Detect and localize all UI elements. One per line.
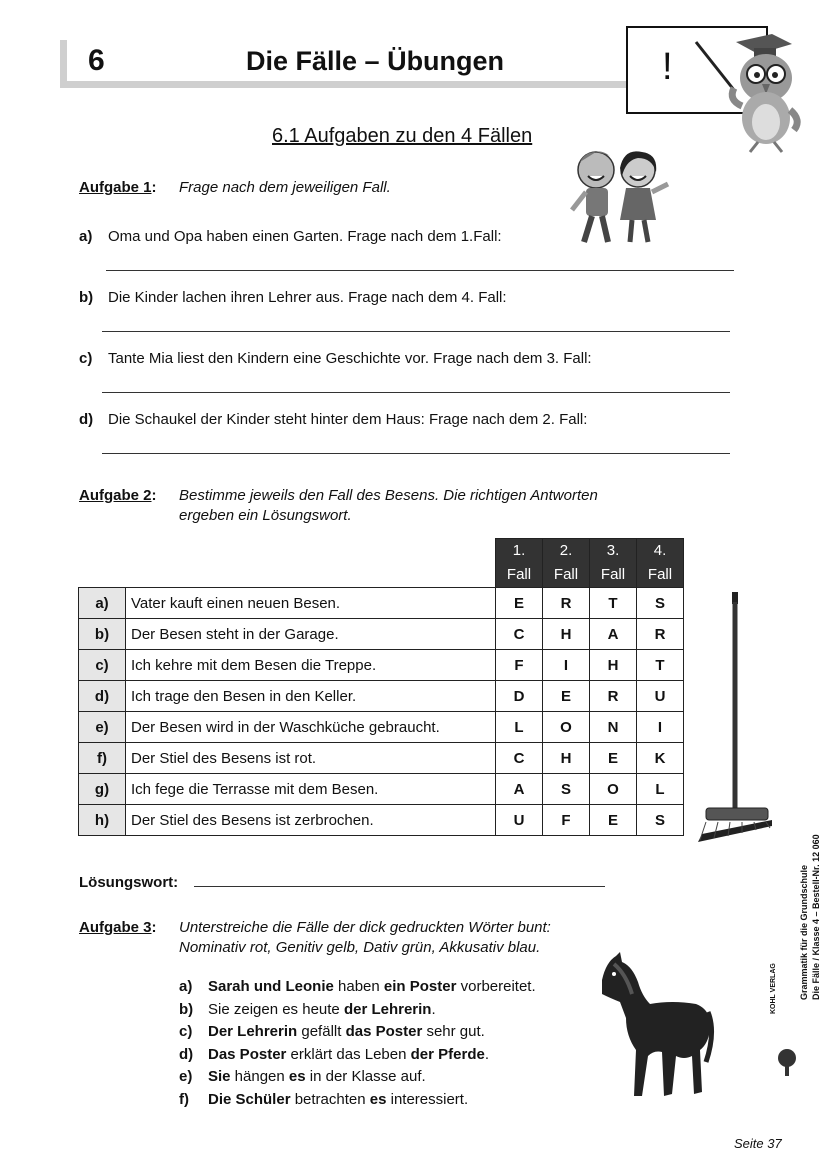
letter-cell[interactable]: F <box>543 805 590 836</box>
header-case-2: 2. Fall <box>543 539 590 588</box>
letter-cell[interactable]: S <box>637 588 684 619</box>
row-letter: e) <box>79 712 126 743</box>
task1-item-letter: a) <box>79 228 93 245</box>
publisher-tree-icon <box>774 1048 800 1078</box>
row-letter: g) <box>79 774 126 805</box>
plain-text: . <box>431 1000 436 1018</box>
letter-cell[interactable]: R <box>543 588 590 619</box>
answer-line[interactable] <box>102 392 730 393</box>
solution-input-line[interactable] <box>194 886 605 887</box>
row-sentence: Ich fege die Terrasse mit dem Besen. <box>126 774 496 805</box>
bold-phrase[interactable]: Das Poster <box>208 1045 287 1063</box>
task2-instruction-line1: Bestimme jeweils den Fall des Besens. Die richtigen Antworten <box>179 487 598 504</box>
task1-heading: Aufgabe 1: <box>79 179 157 196</box>
letter-cell[interactable]: N <box>590 712 637 743</box>
task1-item-letter: d) <box>79 411 94 428</box>
task3-sentence <box>179 1066 536 1089</box>
letter-cell[interactable]: R <box>590 681 637 712</box>
letter-cell[interactable]: A <box>496 774 543 805</box>
task1-item-letter: c) <box>79 350 93 367</box>
row-letter: a) <box>79 588 126 619</box>
task3-sentence-letter: b) <box>179 1000 194 1018</box>
row-sentence: Der Stiel des Besens ist zerbrochen. <box>126 805 496 836</box>
imprint-line1: Grammatik für die Grundschule <box>799 864 809 1000</box>
letter-cell[interactable]: E <box>590 743 637 774</box>
task3-sentence <box>179 1089 536 1112</box>
bold-phrase[interactable]: Sie <box>208 1068 231 1085</box>
task3-heading: Aufgabe 3: <box>79 919 157 936</box>
section-title: 6.1 Aufgaben zu den 4 Fällen <box>272 125 533 147</box>
row-letter: f) <box>79 743 126 774</box>
letter-cell[interactable]: D <box>496 681 543 712</box>
table-row <box>79 712 684 743</box>
letter-cell[interactable]: O <box>590 774 637 805</box>
table-blank-cell <box>126 539 496 588</box>
letter-cell[interactable]: R <box>637 619 684 650</box>
chapter-number: 6 <box>88 44 105 77</box>
plain-text: interessiert. <box>386 1090 469 1108</box>
bold-phrase[interactable]: Sarah und Leonie <box>208 978 334 995</box>
table-row <box>79 774 684 805</box>
answer-line[interactable] <box>102 331 730 332</box>
task3-sentence-list <box>179 976 536 1111</box>
task3-sentence-letter: d) <box>179 1045 194 1063</box>
bold-phrase[interactable]: der Pferde <box>410 1045 485 1063</box>
row-letter: d) <box>79 681 126 712</box>
task3-instruction-line2: Nominativ rot, Genitiv gelb, Dativ grün, Akkusativ blau. <box>179 939 541 956</box>
letter-cell[interactable]: F <box>496 650 543 681</box>
owl-teacher-icon <box>690 30 810 155</box>
bold-phrase[interactable]: Der Lehrerin <box>208 1023 298 1040</box>
row-letter: b) <box>79 619 126 650</box>
plain-text: vorbereitet. <box>456 978 536 995</box>
plain-text: erklärt das Leben <box>286 1045 411 1063</box>
task3-sentence <box>179 999 536 1022</box>
row-sentence: Der Besen steht in der Garage. <box>126 619 496 650</box>
plain-text: haben <box>333 978 384 995</box>
bold-phrase[interactable]: es <box>369 1090 387 1108</box>
row-sentence: Ich trage den Besen in den Keller. <box>126 681 496 712</box>
table-row <box>79 681 684 712</box>
bold-phrase[interactable]: Die Schüler <box>208 1090 291 1108</box>
row-letter: h) <box>79 805 126 836</box>
task3-sentence <box>179 976 536 999</box>
table-row <box>79 805 684 836</box>
letter-cell[interactable]: U <box>496 805 543 836</box>
letter-cell[interactable]: T <box>637 650 684 681</box>
task1-item-text: Tante Mia liest den Kindern eine Geschichte vor. Frage nach dem 3. Fall: <box>108 350 592 367</box>
letter-cell[interactable]: S <box>637 805 684 836</box>
letter-cell[interactable]: K <box>637 743 684 774</box>
table-blank-cell <box>79 539 126 588</box>
letter-cell[interactable]: L <box>496 712 543 743</box>
table-header-row <box>79 539 684 588</box>
plain-text: Sie zeigen es heute <box>208 1000 344 1018</box>
task3-sentence-letter: a) <box>179 978 193 995</box>
table-row <box>79 619 684 650</box>
row-letter: c) <box>79 650 126 681</box>
plain-text: sehr gut. <box>422 1023 485 1040</box>
case-table <box>78 538 684 836</box>
task3-sentence-letter: e) <box>179 1068 193 1085</box>
letter-cell[interactable]: L <box>637 774 684 805</box>
row-sentence: Vater kauft einen neuen Besen. <box>126 588 496 619</box>
task3-label: Aufgabe 3 <box>79 919 152 936</box>
table-row <box>79 650 684 681</box>
task3-sentence-letter: c) <box>179 1023 193 1040</box>
letter-cell[interactable]: H <box>590 650 637 681</box>
page-number: Seite 37 <box>734 1136 782 1151</box>
row-sentence: Der Besen wird in der Waschküche gebraucht. <box>126 712 496 743</box>
task2-label: Aufgabe 2 <box>79 487 152 504</box>
letter-cell[interactable]: I <box>543 650 590 681</box>
imprint-line2: Die Fälle / Klasse 4 – Bestell-Nr. 12 060 <box>811 834 821 1000</box>
task1-item-letter: b) <box>79 289 94 306</box>
table-row <box>79 588 684 619</box>
letter-cell[interactable]: A <box>590 619 637 650</box>
letter-cell[interactable]: T <box>590 588 637 619</box>
letter-cell[interactable]: C <box>496 743 543 774</box>
solution-label: Lösungswort: <box>79 874 179 891</box>
bold-phrase[interactable]: das Poster <box>345 1023 423 1040</box>
publisher-logo: KOHL VERLAG <box>770 963 777 1014</box>
task1-label: Aufgabe 1 <box>79 179 152 196</box>
row-sentence: Ich kehre mit dem Besen die Treppe. <box>126 650 496 681</box>
letter-cell[interactable]: E <box>496 588 543 619</box>
letter-cell[interactable]: I <box>637 712 684 743</box>
plain-text: gefällt <box>297 1023 346 1040</box>
task1-item-text: Die Kinder lachen ihren Lehrer aus. Frage nach dem 4. Fall: <box>108 289 507 306</box>
task1-instruction: Frage nach dem jeweiligen Fall. <box>179 179 391 196</box>
letter-cell[interactable]: E <box>543 681 590 712</box>
bold-phrase[interactable]: der Lehrerin <box>343 1000 432 1018</box>
horse-icon <box>592 952 716 1102</box>
task2-heading: Aufgabe 2: <box>79 487 157 504</box>
answer-line[interactable] <box>106 270 734 271</box>
answer-line[interactable] <box>102 453 730 454</box>
task1-item-text: Die Schaukel der Kinder steht hinter dem Haus: Frage nach dem 2. Fall: <box>108 411 588 428</box>
letter-cell[interactable]: S <box>543 774 590 805</box>
letter-cell[interactable]: H <box>543 619 590 650</box>
exclamation-mark: ! <box>662 46 673 88</box>
plain-text: in der Klasse auf. <box>305 1068 426 1085</box>
plain-text: hängen <box>230 1068 289 1085</box>
table-row <box>79 743 684 774</box>
letter-cell[interactable]: E <box>590 805 637 836</box>
letter-cell[interactable]: C <box>496 619 543 650</box>
plain-text: betrachten <box>290 1090 370 1108</box>
letter-cell[interactable]: H <box>543 743 590 774</box>
bold-phrase[interactable]: es <box>288 1068 306 1085</box>
task3-sentence <box>179 1021 536 1044</box>
task2-instruction-line2: ergeben ein Lösungswort. <box>179 507 352 524</box>
header-case-4: 4. Fall <box>637 539 684 588</box>
side-imprint <box>760 800 820 1020</box>
row-sentence: Der Stiel des Besens ist rot. <box>126 743 496 774</box>
header-case-3: 3. Fall <box>590 539 637 588</box>
letter-cell[interactable]: U <box>637 681 684 712</box>
bold-phrase[interactable]: ein Poster <box>383 978 457 995</box>
task3-sentence-letter: f) <box>179 1090 189 1108</box>
header-case-1: 1. Fall <box>496 539 543 588</box>
chapter-title: Die Fälle – Übungen <box>246 46 505 76</box>
children-icon <box>566 146 674 248</box>
task3-sentence <box>179 1044 536 1067</box>
task3-instruction-line1: Unterstreiche die Fälle der dick gedruckten Wörter bunt: <box>179 919 551 936</box>
letter-cell[interactable]: O <box>543 712 590 743</box>
task1-item-text: Oma und Opa haben einen Garten. Frage nach dem 1.Fall: <box>108 228 502 245</box>
plain-text: . <box>484 1045 489 1063</box>
